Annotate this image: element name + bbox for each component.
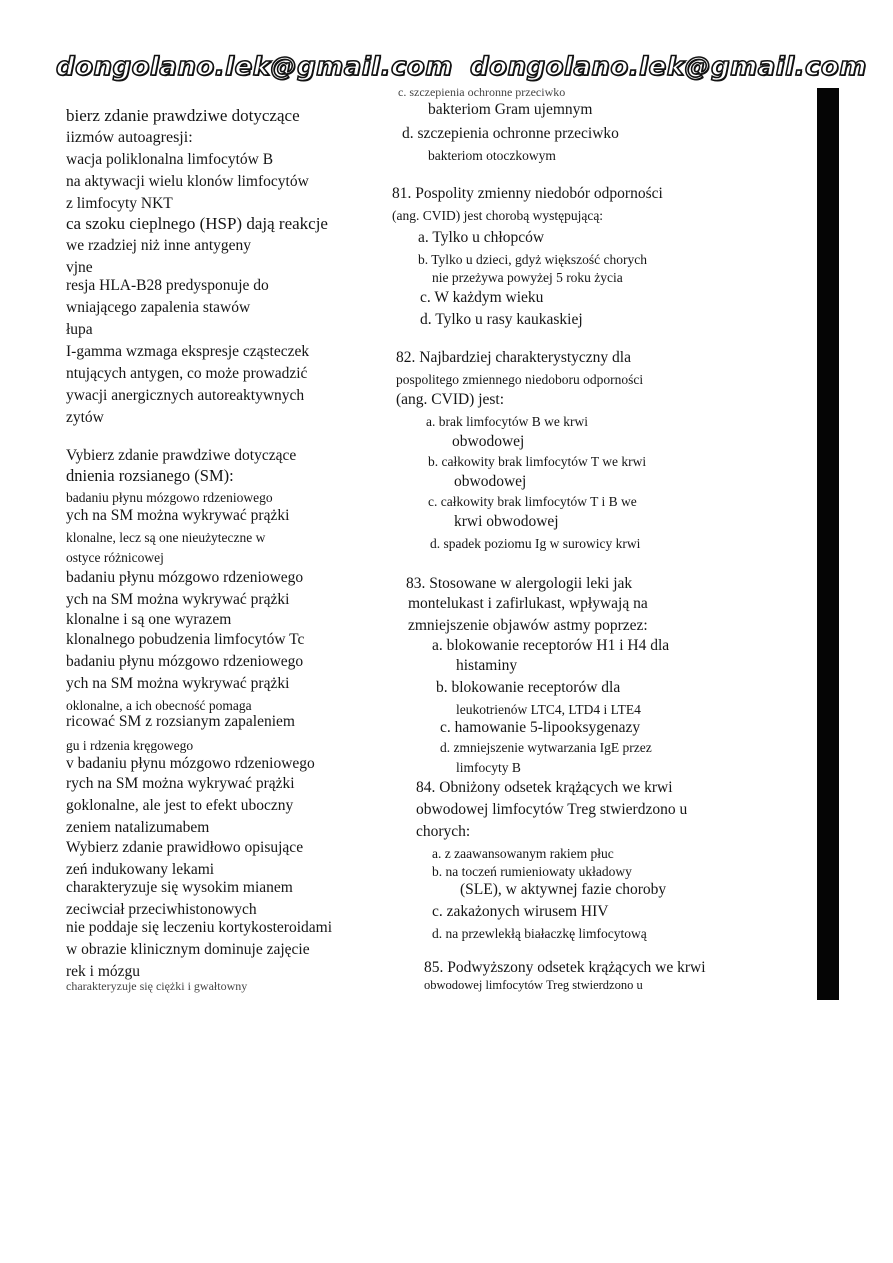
text-line: ostyce różnicowej <box>66 550 164 565</box>
text-line: (ang. CVID) jest: <box>396 391 505 408</box>
text-line: pospolitego zmiennego niedoboru odporności <box>396 372 644 387</box>
text-line: charakteryzuje się ciężki i gwałtowny <box>66 979 248 993</box>
text-line: gu i rdzenia kręgowego <box>66 738 194 753</box>
text-line: bakteriom Gram ujemnym <box>428 101 593 118</box>
text-line: 82. Najbardziej charakterystyczny dla <box>396 349 631 366</box>
text-line: klonalne, lecz są one nieużyteczne w <box>66 530 266 545</box>
text-line: krwi obwodowej <box>454 513 559 530</box>
text-line: 84. Obniżony odsetek krążących we krwi <box>416 779 673 796</box>
text-line: b. całkowity brak limfocytów T we krwi <box>428 454 647 469</box>
text-line: a. z zaawansowanym rakiem płuc <box>432 846 614 861</box>
text-line: charakteryzuje się wysokim mianem <box>66 879 293 896</box>
text-line: c. hamowanie 5-lipooksygenazy <box>440 719 641 736</box>
text-line: vjne <box>66 259 93 276</box>
text-line: limfocyty B <box>456 760 521 775</box>
text-line: b. blokowanie receptorów dla <box>436 679 621 696</box>
text-line: c. W każdym wieku <box>420 289 544 306</box>
text-line: b. Tylko u dzieci, gdyż większość chorych <box>418 252 647 267</box>
text-line: zytów <box>66 409 104 426</box>
text-line: (ang. CVID) jest chorobą występującą: <box>392 208 604 223</box>
text-line: we rzadziej niż inne antygeny <box>66 237 252 254</box>
text-line: z limfocyty NKT <box>66 195 173 212</box>
text-line: rek i mózgu <box>66 963 141 980</box>
text-line: Vybierz zdanie prawdziwe dotyczące <box>66 447 297 464</box>
text-line: nie przeżywa powyżej 5 roku życia <box>432 270 623 285</box>
text-line: wacja poliklonalna limfocytów B <box>66 151 274 168</box>
text-line: iizmów autoagresji: <box>66 129 193 146</box>
text-line: 83. Stosowane w alergologii leki jak <box>406 575 633 592</box>
text-line: d. na przewlekłą białaczkę limfocytową <box>432 926 647 941</box>
text-line: histaminy <box>456 657 518 674</box>
text-line: Wybierz zdanie prawidłowo opisujące <box>66 839 304 856</box>
text-line: ricować SM z rozsianym zapaleniem <box>66 713 295 730</box>
text-line: badaniu płynu mózgowo rdzeniowego <box>66 653 304 670</box>
text-line: 81. Pospolity zmienny niedobór odporności <box>392 185 663 202</box>
text-line: (SLE), w aktywnej fazie choroby <box>460 881 667 898</box>
text-line: zeniem natalizumabem <box>66 819 210 836</box>
text-line: d. szczepienia ochronne przeciwko <box>402 125 619 142</box>
text-line: badaniu płynu mózgowo rdzeniowego <box>66 490 273 505</box>
text-line: obwodowej limfocytów Treg stwierdzono u <box>416 801 688 818</box>
text-line: bierz zdanie prawdziwe dotyczące <box>66 106 300 125</box>
text-line: c. szczepienia ochronne przeciwko <box>398 85 566 99</box>
text-line: zeń indukowany lekami <box>66 861 215 878</box>
text-line: w obrazie klinicznym dominuje zajęcie <box>66 941 310 958</box>
text-line: d. spadek poziomu Ig w surowicy krwi <box>430 536 641 551</box>
text-line: a. Tylko u chłopców <box>418 229 545 246</box>
text-line: ntujących antygen, co może prowadzić <box>66 365 308 382</box>
text-line: obwodowej limfocytów Treg stwierdzono u <box>424 978 643 992</box>
text-line: bakteriom otoczkowym <box>428 148 556 163</box>
text-line: 85. Podwyższony odsetek krążących we krwi <box>424 959 706 976</box>
text-line: zmniejszenie objawów astmy poprzez: <box>408 617 648 634</box>
text-line: wniającego zapalenia stawów <box>66 299 251 316</box>
text-line: badaniu płynu mózgowo rdzeniowego <box>66 569 304 586</box>
text-line: v badaniu płynu mózgowo rdzeniowego <box>66 755 315 772</box>
text-line: na aktywacji wielu klonów limfocytów <box>66 173 309 190</box>
text-line: ych na SM można wykrywać prążki <box>66 507 290 524</box>
text-line: resja HLA-B28 predysponuje do <box>66 277 269 294</box>
text-line: goklonalne, ale jest to efekt uboczny <box>66 797 294 814</box>
text-line: ych na SM można wykrywać prążki <box>66 591 290 608</box>
text-line: a. brak limfocytów B we krwi <box>426 414 588 429</box>
text-line: c. zakażonych wirusem HIV <box>432 903 609 920</box>
text-line: obwodowej <box>452 433 525 450</box>
text-line: ca szoku cieplnego (HSP) dają reakcje <box>66 214 328 233</box>
text-line: klonalne i są one wyrazem <box>66 611 232 628</box>
text-line: b. na toczeń rumieniowaty układowy <box>432 864 632 879</box>
text-line: d. Tylko u rasy kaukaskiej <box>420 311 583 328</box>
text-line: a. blokowanie receptorów H1 i H4 dla <box>432 637 670 654</box>
text-line: rych na SM można wykrywać prążki <box>66 775 295 792</box>
text-line: ych na SM można wykrywać prążki <box>66 675 290 692</box>
text-line: klonalnego pobudzenia limfocytów Tc <box>66 631 305 648</box>
text-line: montelukast i zafirlukast, wpływają na <box>408 595 648 612</box>
text-line: ywacji anergicznych autoreaktywnych <box>66 387 305 404</box>
text-line: zeciwciał przeciwhistonowych <box>66 901 257 918</box>
text-line: oklonalne, a ich obecność pomaga <box>66 698 252 713</box>
text-line: leukotrienów LTC4, LTD4 i LTE4 <box>456 702 641 717</box>
watermark-email-left: dongolano.lek@gmail.com <box>56 52 453 82</box>
text-line: c. całkowity brak limfocytów T i B we <box>428 494 637 509</box>
text-line: d. zmniejszenie wytwarzania IgE przez <box>440 740 652 755</box>
text-line: I-gamma wzmaga ekspresje cząsteczek <box>66 343 310 360</box>
text-line: chorych: <box>416 823 471 840</box>
text-line: nie poddaje się leczeniu kortykosteroidami <box>66 919 332 936</box>
text-line: obwodowej <box>454 473 527 490</box>
watermark-email-right: dongolano.lek@gmail.com <box>470 52 867 82</box>
text-line: dnienia rozsianego (SM): <box>66 466 234 485</box>
text-line: łupa <box>66 321 93 338</box>
scan-edge-shadow <box>817 88 839 1000</box>
